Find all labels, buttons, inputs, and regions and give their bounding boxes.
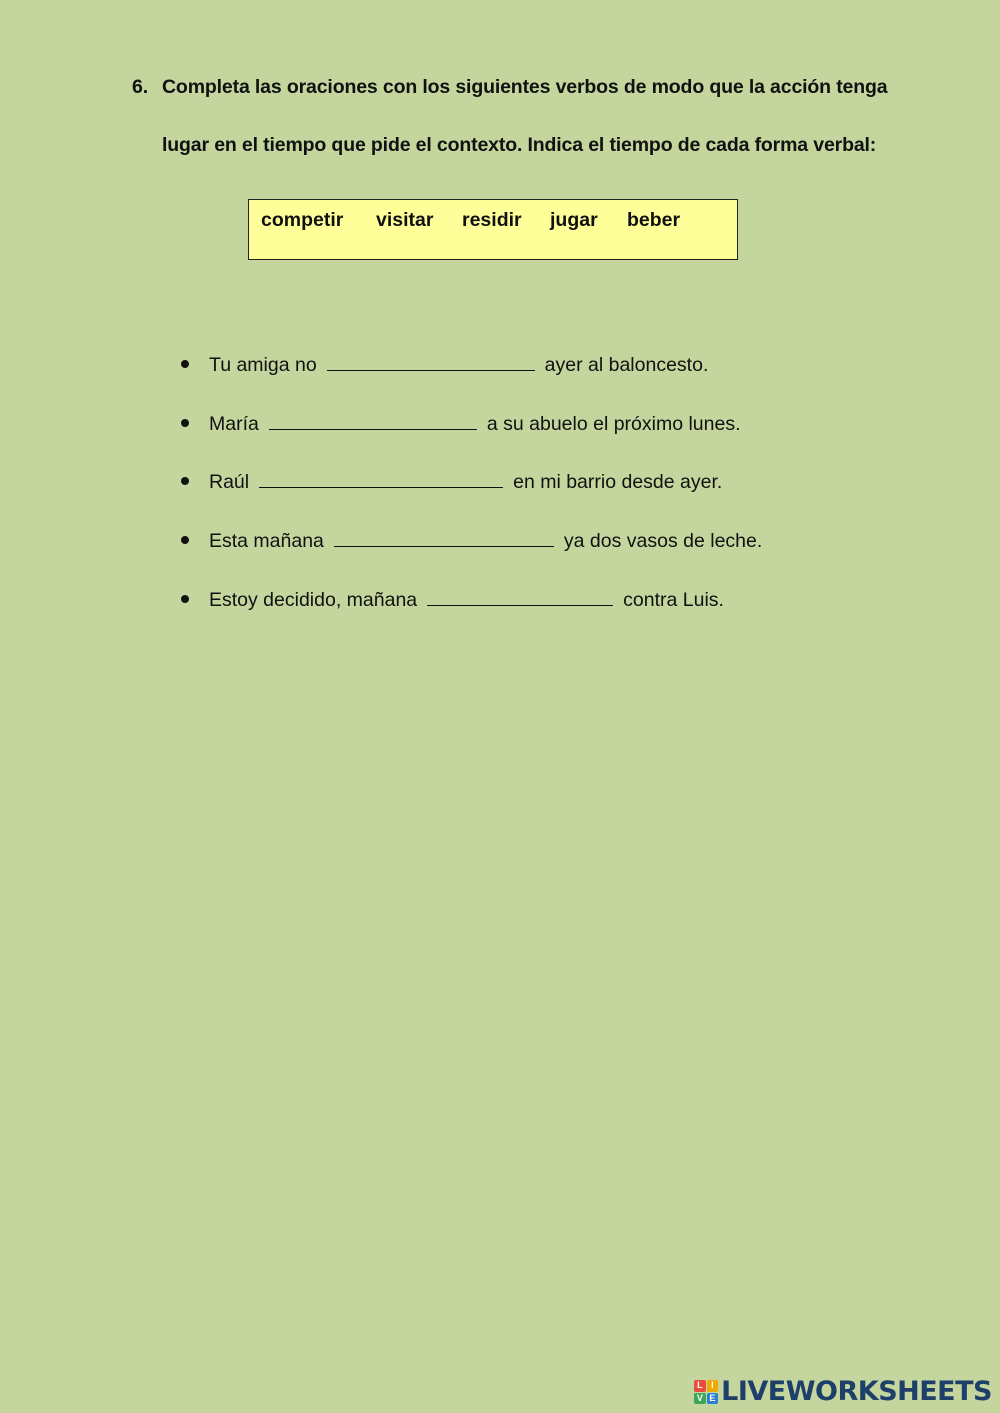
bullet-icon xyxy=(181,595,189,603)
verb-residir: residir xyxy=(462,209,522,231)
sentence-before: Tu amiga no xyxy=(209,354,317,376)
sentence-before: Estoy decidido, mañana xyxy=(209,589,418,611)
bullet-icon xyxy=(181,536,189,544)
bullet-icon xyxy=(181,419,189,427)
answer-blank-3[interactable] xyxy=(259,465,503,488)
sentence-before: Raúl xyxy=(209,471,250,493)
answer-blank-1[interactable] xyxy=(327,348,535,371)
brand-name: LIVEWORKSHEETS xyxy=(721,1376,992,1407)
sentence-after: en mi barrio desde ayer. xyxy=(513,471,723,493)
answer-blank-2[interactable] xyxy=(269,407,477,430)
exercise-number: 6. xyxy=(132,76,148,98)
sentence-before: Esta mañana xyxy=(209,530,324,552)
sentence-after: a su abuelo el próximo lunes. xyxy=(486,413,741,435)
verb-jugar: jugar xyxy=(550,209,598,231)
verb-beber: beber xyxy=(627,209,681,231)
sentence-after: ya dos vasos de leche. xyxy=(563,530,763,552)
answer-blank-5[interactable] xyxy=(427,583,613,606)
instruction-line-2: lugar en el tiempo que pide el contexto. Indica el tiempo de cada forma verbal: xyxy=(162,134,877,156)
sentence-after: ayer al baloncesto. xyxy=(544,354,709,376)
bullet-icon xyxy=(181,477,189,485)
answer-blank-4[interactable] xyxy=(334,524,554,547)
sentence-before: María xyxy=(209,413,259,435)
sentence-after: contra Luis. xyxy=(623,589,724,611)
verb-bank xyxy=(248,199,738,260)
instruction-line-1: Completa las oraciones con los siguientes verbos de modo que la acción tenga xyxy=(162,76,888,98)
verb-competir: competir xyxy=(261,209,344,231)
liveworksheets-logo xyxy=(694,1377,992,1407)
verb-visitar: visitar xyxy=(376,209,434,231)
bullet-icon xyxy=(181,360,189,368)
liveworksheets-mark-icon: L I V E xyxy=(694,1380,718,1404)
